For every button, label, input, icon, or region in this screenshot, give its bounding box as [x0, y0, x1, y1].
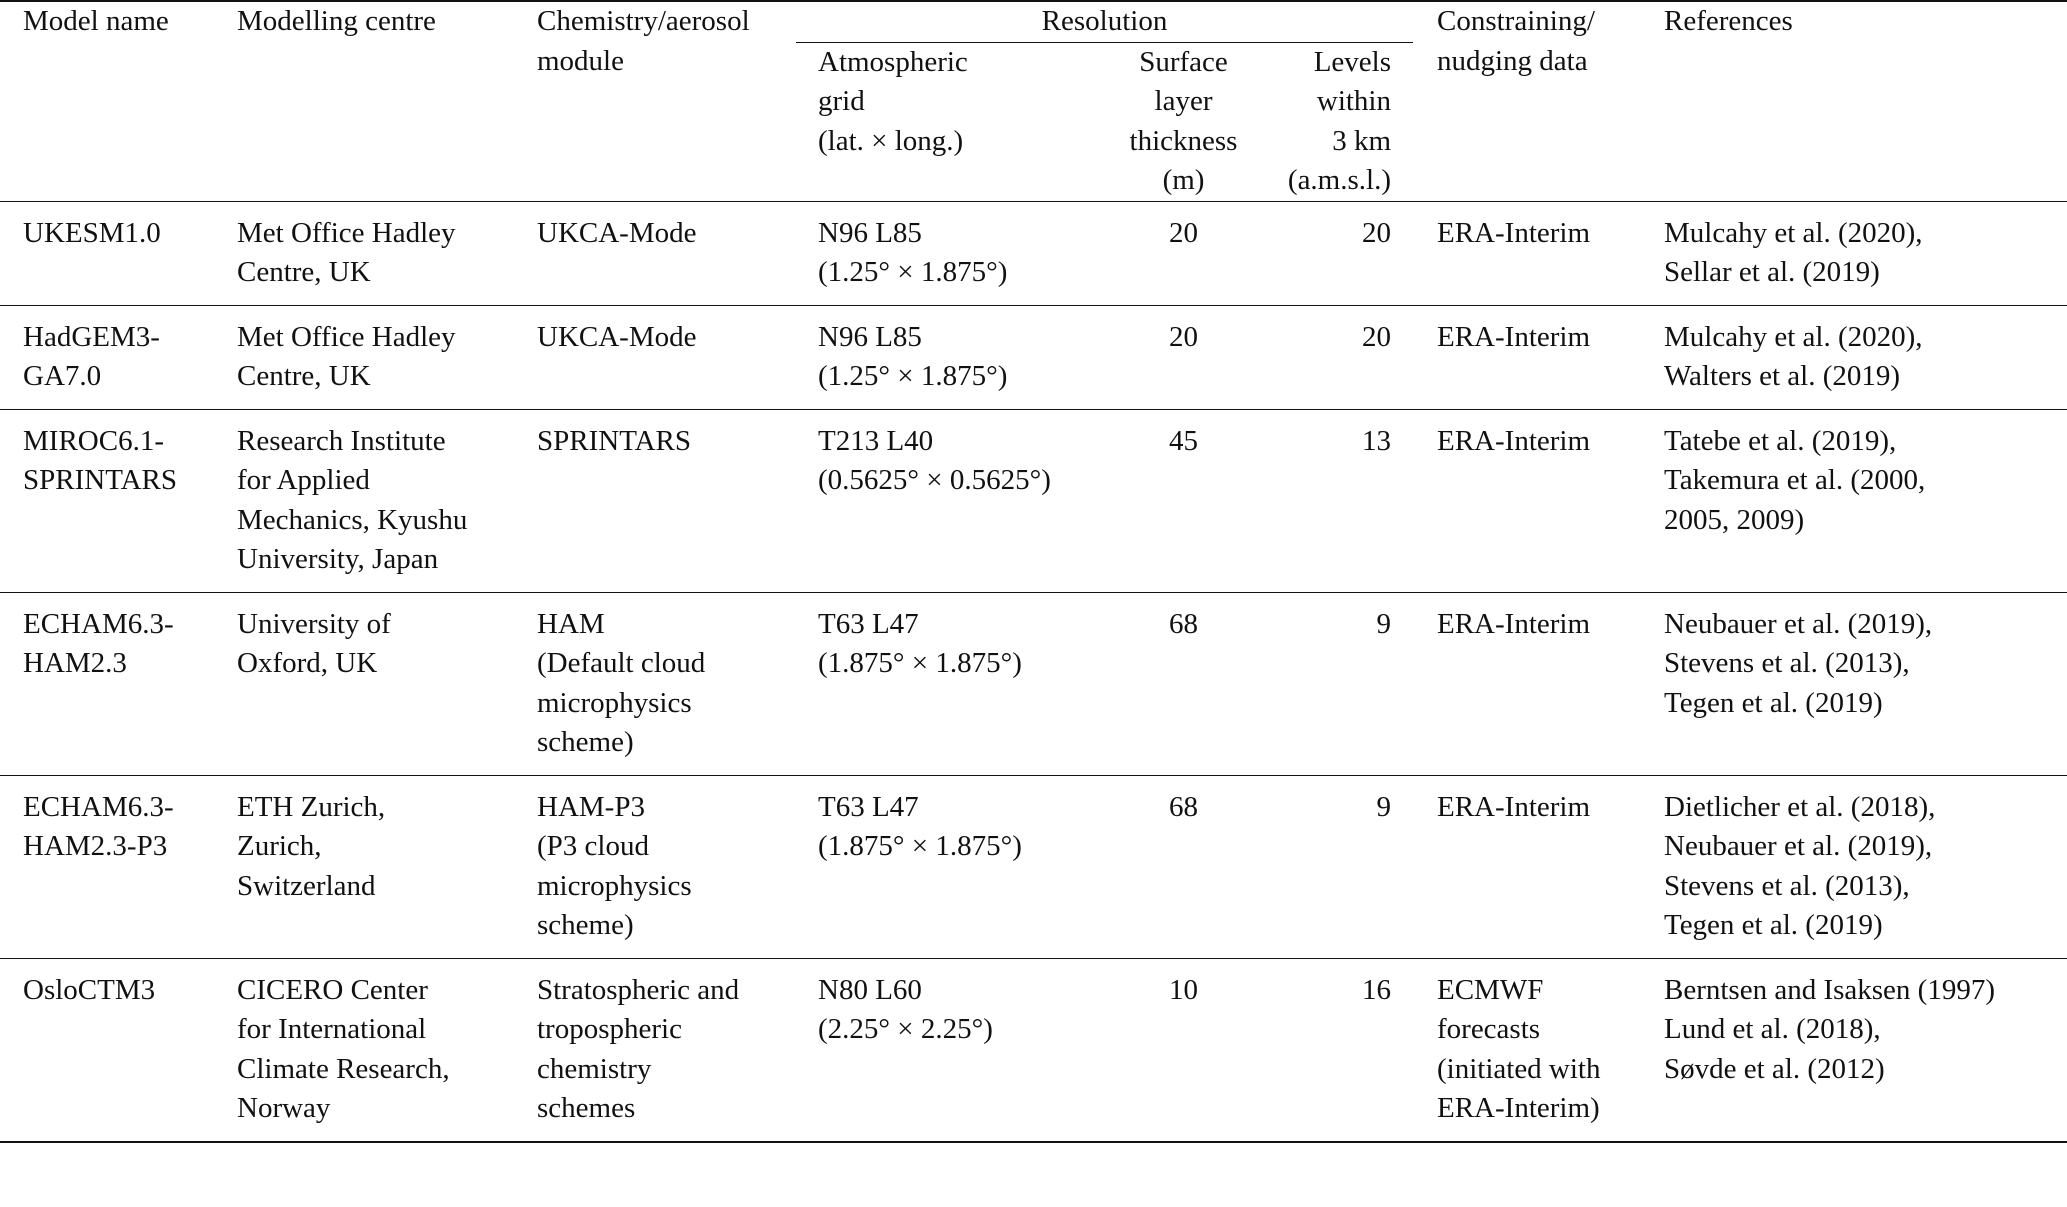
header-surface-layer-thickness: Surface layer thickness (m) [1129, 45, 1238, 196]
table-row [0, 409, 2067, 592]
atmospheric-grid-cell: N96 L85 (1.25° × 1.875°) [796, 201, 1116, 305]
atmospheric-grid-cell: T63 L47 (1.875° × 1.875°) [796, 592, 1116, 775]
surface-layer-cell: 68 [1116, 775, 1251, 958]
atmospheric-grid-cell: N96 L85 (1.25° × 1.875°) [796, 305, 1116, 409]
levels-cell: 20 [1251, 201, 1413, 305]
header-row-top [0, 1, 2067, 42]
levels-cell: 9 [1251, 775, 1413, 958]
modelling-centre-cell: CICERO Center for International Climate Research, Norway [213, 958, 513, 1142]
nudging-data-cell: ERA-Interim [1413, 305, 1640, 409]
modelling-centre-cell: ETH Zurich, Zurich, Switzerland [213, 775, 513, 958]
chemistry-module-cell: SPRINTARS [513, 409, 796, 592]
atmospheric-grid-cell: N80 L60 (2.25° × 2.25°) [796, 958, 1116, 1142]
modelling-centre-cell: Met Office Hadley Centre, UK [213, 201, 513, 305]
chemistry-module-cell: UKCA-Mode [513, 201, 796, 305]
levels-cell: 13 [1251, 409, 1413, 592]
chemistry-module-cell: Stratospheric and tropospheric chemistry schemes [513, 958, 796, 1142]
references-cell: Dietlicher et al. (2018), Neubauer et al. (2019), Stevens et al. (2013), Tegen et al. (2019) [1640, 775, 2067, 958]
model-name-cell: ECHAM6.3- HAM2.3-P3 [0, 775, 213, 958]
header-resolution: Resolution [796, 1, 1413, 42]
surface-layer-cell: 20 [1116, 305, 1251, 409]
surface-layer-cell: 20 [1116, 201, 1251, 305]
levels-cell: 9 [1251, 592, 1413, 775]
levels-cell: 20 [1251, 305, 1413, 409]
header-levels-within-3km: Levels within 3 km (a.m.s.l.) [1287, 45, 1391, 196]
nudging-data-cell: ERA-Interim [1413, 592, 1640, 775]
model-name-cell: HadGEM3- GA7.0 [0, 305, 213, 409]
model-name-cell: MIROC6.1- SPRINTARS [0, 409, 213, 592]
chemistry-module-cell: HAM-P3 (P3 cloud microphysics scheme) [513, 775, 796, 958]
nudging-data-cell: ERA-Interim [1413, 201, 1640, 305]
header-modelling-centre: Modelling centre [213, 1, 513, 201]
surface-layer-cell: 68 [1116, 592, 1251, 775]
atmospheric-grid-cell: T213 L40 (0.5625° × 0.5625°) [796, 409, 1116, 592]
nudging-data-cell: ERA-Interim [1413, 775, 1640, 958]
references-cell: Tatebe et al. (2019), Takemura et al. (2000, 2005, 2009) [1640, 409, 2067, 592]
model-name-cell: OsloCTM3 [0, 958, 213, 1142]
header-atmospheric-grid: Atmospheric grid (lat. × long.) [818, 45, 968, 157]
header-chemistry-module: Chemistry/aerosol module [513, 1, 796, 201]
references-cell: Mulcahy et al. (2020), Sellar et al. (2019) [1640, 201, 2067, 305]
atmospheric-grid-cell: T63 L47 (1.875° × 1.875°) [796, 775, 1116, 958]
modelling-centre-cell: University of Oxford, UK [213, 592, 513, 775]
modelling-centre-cell: Research Institute for Applied Mechanics, Kyushu University, Japan [213, 409, 513, 592]
surface-layer-cell: 45 [1116, 409, 1251, 592]
references-cell: Mulcahy et al. (2020), Walters et al. (2019) [1640, 305, 2067, 409]
nudging-data-cell: ERA-Interim [1413, 409, 1640, 592]
table-row [0, 201, 2067, 305]
header-constraining-data: Constraining/ nudging data [1413, 1, 1640, 201]
references-cell: Berntsen and Isaksen (1997) Lund et al. (2018), Søvde et al. (2012) [1640, 958, 2067, 1142]
header-references: References [1640, 1, 2067, 201]
table-row [0, 958, 2067, 1142]
model-name-cell: ECHAM6.3- HAM2.3 [0, 592, 213, 775]
chemistry-module-cell: HAM (Default cloud microphysics scheme) [513, 592, 796, 775]
model-name-cell: UKESM1.0 [0, 201, 213, 305]
header-model-name: Model name [0, 1, 213, 201]
table-row [0, 305, 2067, 409]
modelling-centre-cell: Met Office Hadley Centre, UK [213, 305, 513, 409]
table-row [0, 775, 2067, 958]
surface-layer-cell: 10 [1116, 958, 1251, 1142]
references-cell: Neubauer et al. (2019), Stevens et al. (2013), Tegen et al. (2019) [1640, 592, 2067, 775]
nudging-data-cell: ECMWF forecasts (initiated with ERA-Interim) [1413, 958, 1640, 1142]
levels-cell: 16 [1251, 958, 1413, 1142]
chemistry-module-cell: UKCA-Mode [513, 305, 796, 409]
table-row [0, 592, 2067, 775]
